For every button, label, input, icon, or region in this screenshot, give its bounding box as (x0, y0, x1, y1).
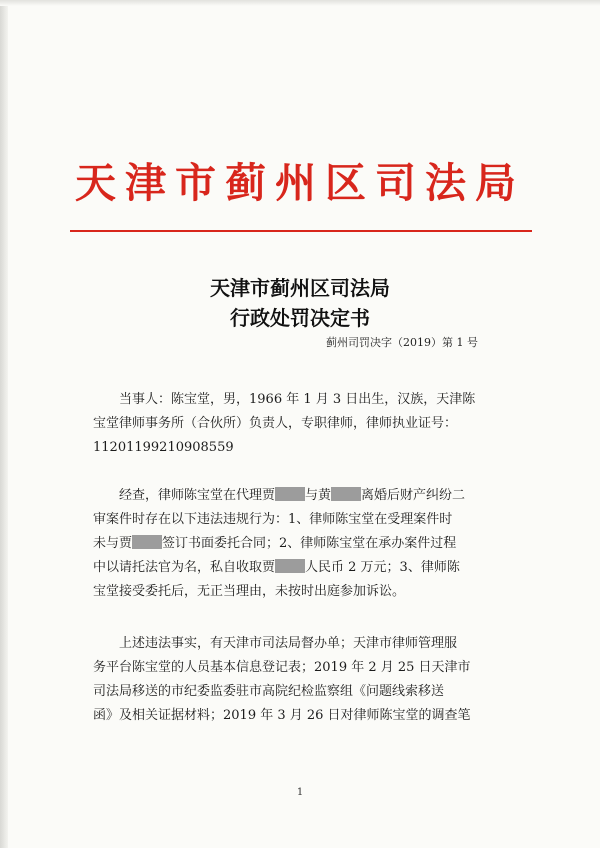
document-title-type: 行政处罚决定书 (230, 306, 370, 330)
text-line: 当事人：陈宝堂，男，1966 年 1 月 3 日出生，汉族，天津陈 (119, 392, 476, 407)
text-line: 务平台陈宝堂的人员基本信息登记表；2019 年 2 月 25 日天津市 (93, 660, 471, 675)
text-segment: 签订书面委托合同；2、律师陈宝堂在承办案件过程 (162, 536, 457, 551)
scan-shadow-left (0, 0, 8, 848)
redaction-block (275, 559, 305, 573)
letterhead-title: 天津市蓟州区司法局 (75, 159, 525, 207)
letterhead-divider (70, 230, 532, 232)
text-line: 宝堂接受委托后，无正当理由，未按时出庭参加诉讼。 (93, 584, 406, 599)
text-line (93, 484, 533, 508)
text-line: 审案件时存在以下违法违规行为：1、律师陈宝堂在受理案件时 (93, 512, 453, 527)
text-line: 司法局移送的市纪委监委驻市高院纪检监察组《问题线索移送 (93, 684, 445, 699)
document-number: 蓟州司罚决字（2019）第 1 号 (326, 336, 478, 349)
text-line: 函》及相关证据材料；2019 年 3 月 26 日对律师陈宝堂的调查笔 (93, 708, 471, 723)
text-line (93, 532, 533, 556)
text-line: 上述违法事实，有天津市司法局督办单；天津市律师管理服 (119, 636, 458, 651)
redaction-block (132, 535, 162, 549)
document-title-issuer: 天津市蓟州区司法局 (210, 276, 390, 300)
text-segment: 经查，律师陈宝堂在代理贾 (119, 488, 276, 503)
text-segment: 未与贾 (93, 536, 133, 551)
text-segment: 离婚后财产纠纷二 (361, 488, 466, 503)
license-number: 11201199210908559 (93, 440, 234, 455)
page-number: 1 (296, 787, 304, 798)
text-segment: 与黄 (305, 488, 332, 503)
redaction-block (275, 487, 305, 501)
text-segment: 人民币 2 万元；3、律师陈 (305, 560, 460, 575)
paragraph-evidence (93, 632, 533, 728)
text-segment: 中以请托法官为名，私自收取贾 (93, 560, 276, 575)
paragraph-party-info (93, 388, 533, 460)
text-line: 宝堂律师事务所（合伙所）负责人，专职律师，律师执业证号： (93, 416, 458, 431)
text-line (93, 556, 533, 580)
redaction-block (331, 487, 361, 501)
paragraph-findings (93, 484, 533, 604)
scan-shadow-top (0, 0, 600, 6)
